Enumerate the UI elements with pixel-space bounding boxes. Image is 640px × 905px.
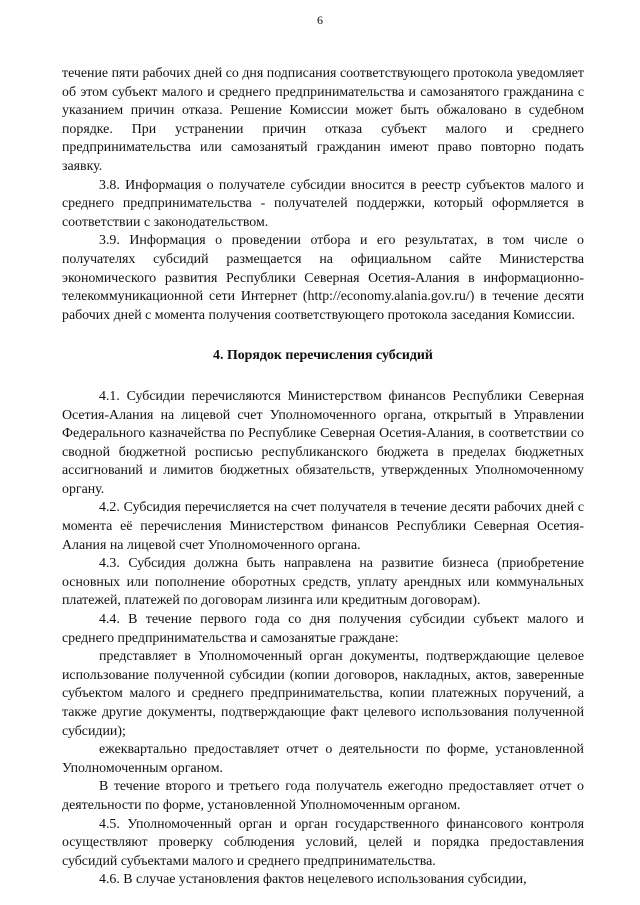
paragraphs-bottom	[62, 388, 584, 890]
paragraph-4-5: 4.5. Уполномоченный орган и орган государственного финансового контроля осуществляют проверку соблюдения условий, целей и порядка предоставления субсидий субъектами малого и среднего предпринимательства.	[62, 816, 584, 869]
page-number: 6	[317, 13, 323, 27]
paragraph: течение пяти рабочих дней со дня подписания соответствующего протокола уведомляет об этом субъект малого и среднего предпринимательства и самозанятого гражданина с указанием причин отказа. Решение Комиссии может быть обжаловано в судебном порядке. При устранении причин отказа субъект малого и среднего предпринимательства или самозанятый гражданин имеют право повторно подать заявку.	[62, 66, 584, 174]
section-heading: 4. Порядок перечисления субсидий	[213, 348, 433, 364]
paragraph-4-4: 4.4. В течение первого года со дня получения субсидии субъект малого и среднего предпринимательства и самозанятые граждане:	[62, 612, 584, 646]
paragraphs-top	[62, 65, 584, 325]
paragraph-3-8: 3.8. Информация о получателе субсидии вносится в реестр субъектов малого и среднего предпринимательства - получателей поддержки, который оформляется в соответствии с законодательством.	[62, 177, 584, 230]
paragraph-4-1: 4.1. Субсидии перечисляются Министерством финансов Республики Северная Осетия-Алания на лицевой счет Уполномоченного органа, открытый в Управлении Федерального казначейства по Республике Северная Осетия-Алания, в соответствии со сводной бюджетной росписью республиканского бюджета в пределах бюджетных ассигнований и лимитов бюджетных обязательств, утвержденных Уполномоченному органу.	[62, 388, 584, 497]
paragraph-4-4-years-2-3: В течение второго и третьего года получатель ежегодно предоставляет отчет о деятельности по форме, установленной Уполномоченным органом.	[62, 779, 584, 813]
document-body	[62, 65, 584, 890]
paragraph-4-4-documents: представляет в Уполномоченный орган документы, подтверждающие целевое использование полученной субсидии (копии договоров, накладных, актов, заверенные субъектом малого и среднего предпринимательства, копии платежных поручений, а также другие документы, подтверждающие факт целевого использования полученной субсидии);	[62, 649, 584, 739]
paragraph-4-4-quarterly: ежеквартально предоставляет отчет о деятельности по форме, установленной Уполномоченным органом.	[62, 742, 584, 776]
paragraph-4-3: 4.3. Субсидия должна быть направлена на развитие бизнеса (приобретение основных или пополнение оборотных средств, уплату арендных или коммунальных платежей, платежей по договорам лизинга или кредитным договорам).	[62, 556, 584, 609]
paragraph-4-2: 4.2. Субсидия перечисляется на счет получателя в течение десяти рабочих дней с момента её перечисления Министерством финансов Республики Северная Осетия-Алания на лицевой счет Уполномоченного органа.	[62, 500, 584, 553]
paragraph-4-6: 4.6. В случае установления фактов нецелевого использования субсидии,	[99, 872, 527, 888]
paragraph-3-9: 3.9. Информация о проведении отбора и его результатах, в том числе о получателях субсидий размещается на официальном сайте Министерства экономического развития Республики Северная Осетия-Алания в информационно-телекоммуникационной сети Интернет (http://economy.alania.gov.ru/) в течение десяти рабочих дней с момента получения соответствующего протокола заседания Комиссии.	[62, 233, 584, 323]
